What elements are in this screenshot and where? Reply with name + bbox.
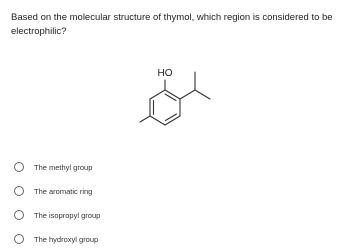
option-isopropyl-group[interactable] [14,203,100,227]
option-label: The hydroxyl group [34,234,99,244]
option-label: The isopropyl group [34,210,101,220]
option-methyl-group[interactable] [14,155,100,179]
option-label: The methyl group [34,162,93,172]
radio-button[interactable] [14,162,24,172]
option-label: The aromatic ring [34,186,93,196]
radio-button[interactable] [14,210,24,220]
option-aromatic-ring[interactable] [14,179,100,203]
option-hydroxyl-group[interactable] [14,227,100,251]
thymol-structure-diagram [138,62,238,142]
hydroxyl-label: HO [157,68,173,79]
radio-button[interactable] [14,234,24,244]
answer-options [14,155,100,251]
radio-button[interactable] [14,186,24,196]
question-text: Based on the molecular structure of thymol, which region is considered to be electrophilic? [11,12,333,37]
